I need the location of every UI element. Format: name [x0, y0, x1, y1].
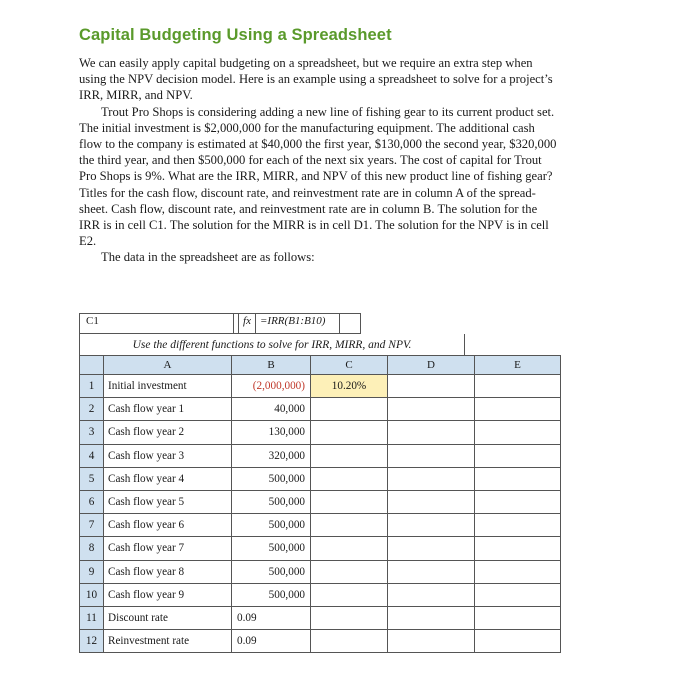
empty-cell-e	[475, 537, 561, 560]
empty-cell-d	[388, 606, 475, 629]
empty-cell-c	[311, 537, 388, 560]
empty-cell-d	[388, 398, 475, 421]
row-value: 320,000	[232, 444, 311, 467]
empty-cell-c	[311, 398, 388, 421]
row-number: 12	[80, 630, 104, 653]
column-header-a: A	[104, 356, 232, 375]
empty-cell-e	[475, 444, 561, 467]
spreadsheet-caption: Use the different functions to solve for IRR, MIRR, and NPV.	[79, 334, 465, 355]
row-value: (2,000,000)	[232, 375, 311, 398]
column-header-d: D	[388, 356, 475, 375]
formula-text: =IRR(B1:B10)	[256, 314, 340, 333]
row-label: Initial investment	[104, 375, 232, 398]
row-number: 1	[80, 375, 104, 398]
table-row	[80, 583, 561, 606]
empty-cell-c	[311, 467, 388, 490]
empty-cell-d	[388, 467, 475, 490]
table-row	[80, 630, 561, 653]
table-row	[80, 560, 561, 583]
row-value: 500,000	[232, 560, 311, 583]
row-label: Cash flow year 9	[104, 583, 232, 606]
empty-cell-c	[311, 583, 388, 606]
column-header-b: B	[232, 356, 311, 375]
row-label: Cash flow year 7	[104, 537, 232, 560]
table-row	[80, 537, 561, 560]
empty-cell-d	[388, 583, 475, 606]
table-row	[80, 421, 561, 444]
table-row	[80, 606, 561, 629]
row-number: 10	[80, 583, 104, 606]
empty-cell-d	[388, 375, 475, 398]
column-header-row	[80, 356, 561, 375]
row-label: Cash flow year 6	[104, 514, 232, 537]
empty-cell-e	[475, 398, 561, 421]
empty-cell-e	[475, 375, 561, 398]
intro-paragraph: We can easily apply capital budgeting on a spreadsheet, but we require an extra step when using the NPV decision model. Here is an example using a spreadsheet to solve for a project’s IRR, MIRR, and NPV.	[79, 56, 553, 103]
row-value: 500,000	[232, 514, 311, 537]
empty-cell-e	[475, 490, 561, 513]
empty-cell-e	[475, 606, 561, 629]
empty-cell-e	[475, 421, 561, 444]
empty-cell-e	[475, 467, 561, 490]
table-row	[80, 467, 561, 490]
empty-cell-c	[311, 490, 388, 513]
row-value: 0.09	[232, 606, 311, 629]
problem-paragraph: Trout Pro Shops is considering adding a new line of fishing gear to its current product set. The initial investment is $2,000,000 for the manufacturing equipment. The additional cash flow to the company is estimated at $40,000 the first year, $130,000 the second year, $320,000 the third year, and then $500,000 for each of the next six years. The cost of capital for Trout Pro Shops is 9%. What are the IRR, MIRR, and NPV of this new product line of fishing gear? Titles for the cash flow, discount rate, and reinvestment rate are in column A of the spreadsheet. Cash flow, discount rate, and reinvestment rate are in column B. The solution for the IRR is in cell C1. The solution for the MIRR is in cell D1. The solution for the NPV is in cell E2.	[79, 104, 557, 249]
empty-cell-c	[311, 630, 388, 653]
row-value: 500,000	[232, 490, 311, 513]
row-label: Cash flow year 4	[104, 467, 232, 490]
empty-cell-d	[388, 490, 475, 513]
row-value: 500,000	[232, 467, 311, 490]
row-number: 4	[80, 444, 104, 467]
row-number: 3	[80, 421, 104, 444]
empty-cell-d	[388, 630, 475, 653]
row-value: 0.09	[232, 630, 311, 653]
data-lead-paragraph: The data in the spreadsheet are as follows:	[101, 250, 315, 265]
empty-cell-c	[311, 421, 388, 444]
fx-icon: fx	[238, 314, 256, 333]
empty-cell-c	[311, 606, 388, 629]
spreadsheet-figure	[79, 313, 600, 653]
table-row	[80, 375, 561, 398]
row-number: 7	[80, 514, 104, 537]
row-label: Reinvestment rate	[104, 630, 232, 653]
empty-cell-c	[311, 444, 388, 467]
corner-cell	[80, 356, 104, 375]
empty-cell-d	[388, 421, 475, 444]
row-label: Discount rate	[104, 606, 232, 629]
empty-cell-e	[475, 583, 561, 606]
empty-cell-d	[388, 560, 475, 583]
empty-cell-e	[475, 630, 561, 653]
row-number: 5	[80, 467, 104, 490]
row-number: 6	[80, 490, 104, 513]
row-label: Cash flow year 3	[104, 444, 232, 467]
name-box: C1	[80, 314, 234, 333]
row-label: Cash flow year 2	[104, 421, 232, 444]
table-row	[80, 398, 561, 421]
row-label: Cash flow year 5	[104, 490, 232, 513]
spreadsheet-table	[79, 355, 561, 653]
formula-bar	[79, 313, 361, 334]
document-page	[79, 26, 559, 266]
table-row	[80, 444, 561, 467]
row-number: 8	[80, 537, 104, 560]
table-row	[80, 514, 561, 537]
empty-cell-e	[475, 514, 561, 537]
empty-cell-d	[388, 537, 475, 560]
row-value: 500,000	[232, 583, 311, 606]
row-number: 11	[80, 606, 104, 629]
section-title: Capital Budgeting Using a Spreadsheet	[79, 26, 392, 44]
row-value: 40,000	[232, 398, 311, 421]
row-value: 130,000	[232, 421, 311, 444]
column-header-c: C	[311, 356, 388, 375]
row-number: 2	[80, 398, 104, 421]
column-header-e: E	[475, 356, 561, 375]
empty-cell-d	[388, 444, 475, 467]
empty-cell-c	[311, 560, 388, 583]
row-label: Cash flow year 1	[104, 398, 232, 421]
empty-cell-c	[311, 514, 388, 537]
row-number: 9	[80, 560, 104, 583]
row-value: 500,000	[232, 537, 311, 560]
row-label: Cash flow year 8	[104, 560, 232, 583]
empty-cell-d	[388, 514, 475, 537]
irr-result-cell: 10.20%	[311, 375, 388, 398]
table-row	[80, 490, 561, 513]
empty-cell-e	[475, 560, 561, 583]
